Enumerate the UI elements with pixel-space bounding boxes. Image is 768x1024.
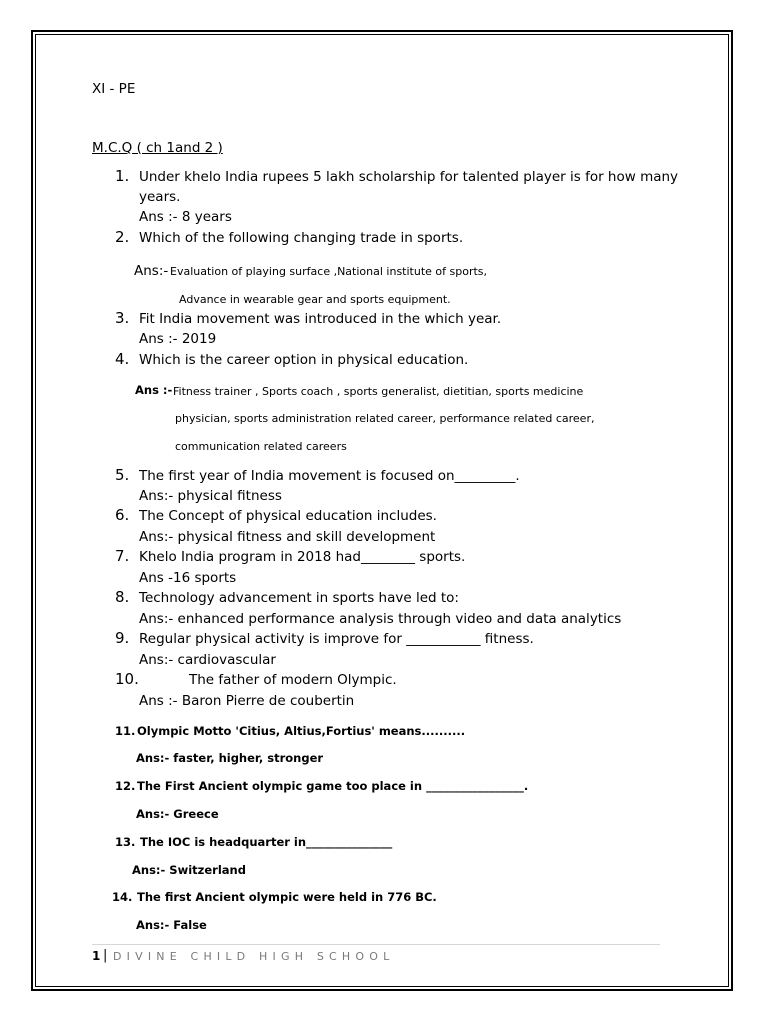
answer-text: Ans :- 8 years bbox=[139, 209, 232, 225]
question-text: Fit India movement was introduced in the which year. bbox=[139, 311, 502, 327]
question-number: 2. bbox=[115, 228, 130, 246]
question-number: 9. bbox=[115, 629, 130, 647]
question-text: Which of the following changing trade in sports. bbox=[139, 230, 464, 246]
answer-text-cont: communication related careers bbox=[175, 440, 347, 453]
question-number: 5. bbox=[115, 466, 130, 484]
school-name: DIVINE CHILD HIGH SCHOOL bbox=[113, 950, 395, 963]
question-text: The IOC is headquarter in_______________ bbox=[140, 835, 393, 849]
page-title: M.C.Q ( ch 1and 2 ) bbox=[92, 140, 223, 156]
answer-text: Ans:- enhanced performance analysis through video and data analytics bbox=[139, 611, 622, 627]
question-number: 3. bbox=[115, 309, 130, 327]
question-number: 11. bbox=[115, 724, 136, 738]
question-number: 13. bbox=[115, 835, 136, 849]
question-text: The First Ancient olympic game too place in _________________. bbox=[137, 779, 529, 793]
question-number: 4. bbox=[115, 350, 130, 368]
question-text: Technology advancement in sports have led to: bbox=[139, 590, 459, 606]
footer-separator: | bbox=[103, 948, 108, 963]
question-number: 8. bbox=[115, 588, 130, 606]
question-text: The Concept of physical education includes. bbox=[139, 508, 437, 524]
question-text: Olympic Motto 'Citius, Altius,Fortius' means.......... bbox=[137, 724, 466, 738]
answer-text: Ans :- 2019 bbox=[139, 331, 217, 347]
question-number: 12. bbox=[115, 779, 136, 793]
answer-text: Ans:- Greece bbox=[136, 807, 219, 821]
footer-divider bbox=[92, 944, 660, 945]
answer-text: Ans:- False bbox=[136, 918, 207, 932]
answer-text-cont: Advance in wearable gear and sports equipment. bbox=[179, 293, 451, 306]
question-number: 6. bbox=[115, 506, 130, 524]
answer-text: Ans :- Baron Pierre de coubertin bbox=[139, 693, 355, 709]
question-text: Under khelo India rupees 5 lakh scholarship for talented player is for how many bbox=[139, 169, 679, 185]
answer-text: Fitness trainer , Sports coach , sports generalist, dietitian, sports medicine bbox=[173, 385, 584, 398]
question-text: Khelo India program in 2018 had________ sports. bbox=[139, 549, 466, 565]
question-text: Regular physical activity is improve for ___________ fitness. bbox=[139, 631, 534, 647]
answer-text: Ans:- physical fitness and skill development bbox=[139, 529, 436, 545]
question-text-cont: years. bbox=[139, 189, 181, 205]
answer-text: Ans:- faster, higher, stronger bbox=[136, 751, 324, 765]
answer-label: Ans:- bbox=[134, 263, 169, 279]
answer-text-cont: physician, sports administration related career, performance related career, bbox=[175, 412, 595, 425]
question-number: 10. bbox=[115, 670, 139, 688]
page-number: 1 bbox=[92, 949, 101, 963]
class-code: XI - PE bbox=[92, 81, 136, 97]
question-text: The father of modern Olympic. bbox=[189, 672, 397, 688]
answer-text: Ans -16 sports bbox=[139, 570, 237, 586]
question-text: Which is the career option in physical education. bbox=[139, 352, 469, 368]
question-number: 14. bbox=[112, 890, 133, 904]
answer-text: Ans:- Switzerland bbox=[132, 863, 246, 877]
answer-label: Ans :- bbox=[135, 383, 173, 397]
answer-text: Ans:- cardiovascular bbox=[139, 652, 276, 668]
question-text: The first Ancient olympic were held in 776 BC. bbox=[137, 890, 437, 904]
answer-text: Ans:- physical fitness bbox=[139, 488, 282, 504]
question-number: 1. bbox=[115, 167, 130, 185]
question-number: 7. bbox=[115, 547, 130, 565]
question-text: The first year of India movement is focused on_________. bbox=[139, 468, 520, 484]
answer-text: Evaluation of playing surface ,National institute of sports, bbox=[170, 265, 488, 278]
